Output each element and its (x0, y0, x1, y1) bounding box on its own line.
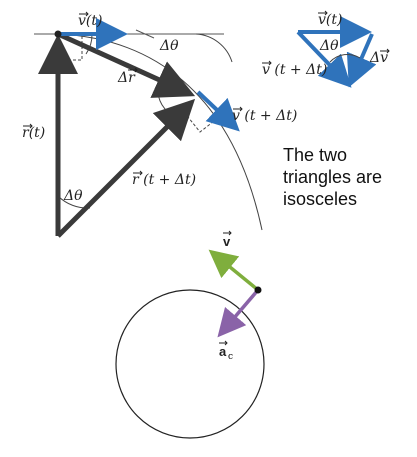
label-v-t-dt: v (t + Δt) (232, 108, 298, 124)
label-theta-bottom: Δθ (64, 188, 83, 204)
label-r-t-dt: r (t + Δt) (132, 172, 197, 188)
position-dot (55, 31, 62, 38)
particle-dot (255, 287, 262, 294)
tri-label-theta: Δθ (320, 38, 339, 54)
r-t-dt-vector (58, 106, 188, 236)
label-accel-sub: c (228, 352, 234, 362)
label-r-t: r(t) (22, 125, 46, 141)
label-delta-r: Δr (118, 70, 135, 86)
angle-arc-right (196, 34, 232, 62)
tri-label-delta-v: Δv (370, 50, 389, 66)
tri-label-v-t-dt: v (t + Δt) (262, 62, 328, 78)
v-t-dt-vector (198, 92, 234, 126)
tri-angle-arc (330, 54, 360, 62)
label-velocity: v (223, 234, 231, 249)
tri-label-v-t: v(t) (318, 12, 343, 28)
orbit-circle (116, 290, 264, 438)
velocity-vector (214, 254, 258, 290)
acceleration-vector (222, 290, 258, 332)
label-v-t: v(t) (78, 13, 103, 29)
label-theta-top: Δθ (160, 38, 179, 54)
tri-delta-v (352, 34, 372, 80)
right-angle-mid (184, 112, 218, 132)
label-accel: a (219, 344, 227, 359)
isosceles-note: The two triangles are isosceles (283, 145, 383, 209)
